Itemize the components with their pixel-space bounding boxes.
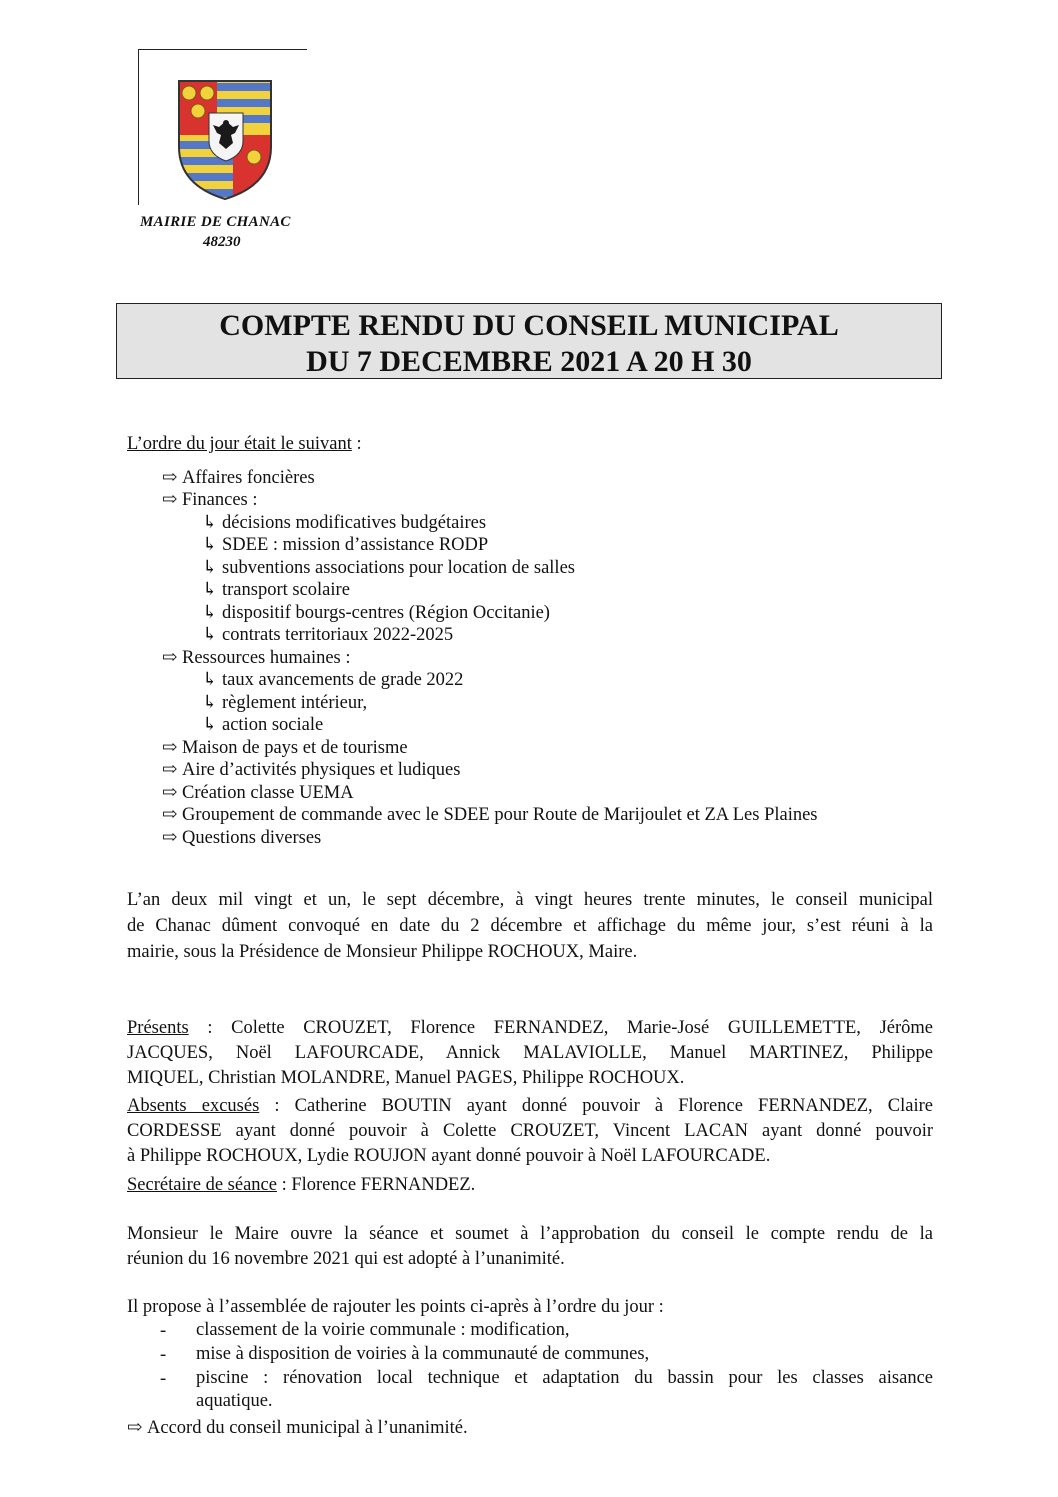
arrow-sub-icon: ↳ xyxy=(202,670,218,690)
agenda-intro-label: L’ordre du jour était le suivant xyxy=(127,434,352,454)
agenda-subitem xyxy=(202,669,463,692)
agenda-subitem xyxy=(202,602,550,625)
additions-result xyxy=(127,1417,468,1440)
presents-text: : Colette CROUZET, Florence FERNANDEZ, Marie-José GUILLEMETTE, Jérôme xyxy=(188,1018,933,1038)
mairie-name: MAIRIE DE CHANAC xyxy=(140,214,291,230)
arrow-sub-icon: ↳ xyxy=(202,513,218,533)
agenda-subitem xyxy=(202,534,488,557)
additions-item-3-line-1: piscine : rénovation local technique et adaptation du bassin pour les classes aisance xyxy=(196,1368,933,1388)
agenda-item-label: Groupement de commande avec le SDEE pour Route de Marijoulet et ZA Les Plaines xyxy=(182,805,818,825)
agenda-subitem xyxy=(202,692,367,715)
agenda-subitem-label: contrats territoriaux 2022-2025 xyxy=(222,625,454,645)
document-title xyxy=(116,303,942,379)
logo-frame xyxy=(138,49,307,205)
absents-line-3: à Philippe ROCHOUX, Lydie ROUJON ayant donné pouvoir à Noël LAFOURCADE. xyxy=(127,1146,771,1166)
agenda-subitem xyxy=(202,512,486,535)
absents-text: : Catherine BOUTIN ayant donné pouvoir à Florence FERNANDEZ, Claire xyxy=(259,1096,933,1116)
absents-line-1 xyxy=(127,1094,933,1119)
presents-label: Présents xyxy=(127,1018,189,1038)
agenda-item xyxy=(162,759,460,782)
arrow-right-icon: ⇨ xyxy=(127,1418,143,1438)
agenda-item-label: Finances : xyxy=(182,490,258,510)
approval-line-1: Monsieur le Maire ouvre la séance et soumet à l’approbation du conseil le compte rendu de la xyxy=(127,1224,933,1244)
agenda-item xyxy=(162,467,315,490)
additions-result-text: Accord du conseil municipal à l’unanimité. xyxy=(147,1418,468,1438)
agenda-item-label: Maison de pays et de tourisme xyxy=(182,738,408,758)
agenda-item xyxy=(162,489,258,512)
agenda-subitem-label: subventions associations pour location de salles xyxy=(222,558,575,578)
agenda-item-label: Ressources humaines : xyxy=(182,648,351,668)
agenda-subitem-label: transport scolaire xyxy=(222,580,350,600)
agenda-subitem-label: dispositif bourgs-centres (Région Occitanie) xyxy=(222,603,550,623)
arrow-right-icon: ⇨ xyxy=(162,468,178,488)
agenda-subitem-label: décisions modificatives budgétaires xyxy=(222,513,487,533)
agenda-item xyxy=(162,827,321,850)
agenda-item-label: Affaires foncières xyxy=(182,468,315,488)
arrow-right-icon: ⇨ xyxy=(162,805,178,825)
absents-line-2: CORDESSE ayant donné pouvoir à Colette CROUZET, Vincent LACAN ayant donné pouvoir xyxy=(127,1121,933,1141)
secretary-label: Secrétaire de séance xyxy=(127,1175,277,1195)
arrow-sub-icon: ↳ xyxy=(202,625,218,645)
additions-dash: - xyxy=(160,1369,167,1389)
arrow-right-icon: ⇨ xyxy=(162,783,178,803)
arrow-sub-icon: ↳ xyxy=(202,535,218,555)
opening-line-1: L’an deux mil vingt et un, le sept décembre, à vingt heures trente minutes, le conseil municipal xyxy=(127,890,933,910)
presents-line-2: JACQUES, Noël LAFOURCADE, Annick MALAVIOLLE, Manuel MARTINEZ, Philippe xyxy=(127,1043,933,1063)
arrow-sub-icon: ↳ xyxy=(202,693,218,713)
agenda-intro-suffix: : xyxy=(351,434,362,454)
opening-line-2: de Chanac dûment convoqué en date du 2 décembre et affichage du même jour, s’est réuni à la xyxy=(127,916,933,936)
agenda-subitem xyxy=(202,557,575,580)
secretary-value: : Florence FERNANDEZ. xyxy=(276,1175,476,1195)
additions-dash: - xyxy=(160,1345,167,1365)
arrow-sub-icon: ↳ xyxy=(202,715,218,735)
arrow-right-icon: ⇨ xyxy=(162,828,178,848)
presents-line-1 xyxy=(127,1016,933,1041)
agenda-item xyxy=(162,804,818,827)
absents-label: Absents excusés xyxy=(127,1096,260,1116)
opening-line-3: mairie, sous la Présidence de Monsieur Philippe ROCHOUX, Maire. xyxy=(127,942,638,962)
agenda-item-label: Création classe UEMA xyxy=(182,783,354,803)
agenda-subitem xyxy=(202,579,350,602)
arrow-right-icon: ⇨ xyxy=(162,738,178,758)
agenda-subitem-label: règlement intérieur, xyxy=(222,693,368,713)
agenda-subitem-label: action sociale xyxy=(222,715,324,735)
arrow-sub-icon: ↳ xyxy=(202,603,218,623)
arrow-right-icon: ⇨ xyxy=(162,760,178,780)
agenda-item xyxy=(162,782,354,805)
postal-code: 48230 xyxy=(203,234,241,250)
title-line-2: DU 7 DECEMBRE 2021 A 20 H 30 xyxy=(306,345,752,378)
agenda-subitem-label: SDEE : mission d’assistance RODP xyxy=(222,535,489,555)
additions-item-2: mise à disposition de voiries à la communauté de communes, xyxy=(196,1344,650,1364)
presents-line-3: MIQUEL, Christian MOLANDRE, Manuel PAGES, Philippe ROCHOUX. xyxy=(127,1068,685,1088)
agenda-subitem xyxy=(202,624,453,647)
agenda-item-label: Aire d’activités physiques et ludiques xyxy=(182,760,461,780)
agenda-item-label: Questions diverses xyxy=(182,828,322,848)
arrow-sub-icon: ↳ xyxy=(202,580,218,600)
arrow-right-icon: ⇨ xyxy=(162,490,178,510)
agenda-item xyxy=(162,647,351,670)
additions-dash: - xyxy=(160,1321,167,1341)
agenda-subitem-label: taux avancements de grade 2022 xyxy=(222,670,464,690)
arrow-right-icon: ⇨ xyxy=(162,648,178,668)
title-line-1: COMPTE RENDU DU CONSEIL MUNICIPAL xyxy=(219,309,839,342)
additions-intro: Il propose à l’assemblée de rajouter les points ci-après à l’ordre du jour : xyxy=(127,1297,664,1317)
additions-item-3-line-2: aquatique. xyxy=(196,1391,273,1411)
coat-of-arms-icon xyxy=(175,77,275,201)
arrow-sub-icon: ↳ xyxy=(202,558,218,578)
agenda-subitem xyxy=(202,714,323,737)
agenda-intro xyxy=(127,433,362,456)
agenda-item xyxy=(162,737,408,760)
secretary-line xyxy=(127,1173,933,1198)
additions-item-1: classement de la voirie communale : modification, xyxy=(196,1320,570,1340)
approval-line-2: réunion du 16 novembre 2021 qui est adopté à l’unanimité. xyxy=(127,1249,565,1269)
